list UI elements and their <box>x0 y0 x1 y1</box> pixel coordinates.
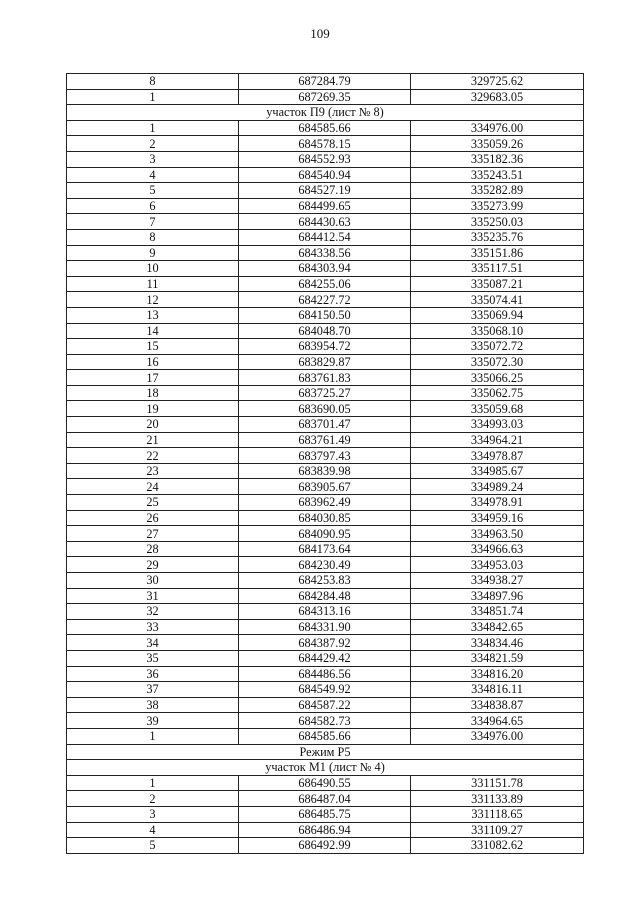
x-coordinate-cell: 687269.35 <box>239 89 411 105</box>
point-number-cell: 8 <box>67 229 239 245</box>
x-coordinate-cell: 684499.65 <box>239 198 411 214</box>
table-row <box>67 448 584 464</box>
y-coordinate-cell: 334842.65 <box>411 619 584 635</box>
point-number-cell: 16 <box>67 354 239 370</box>
table-row <box>67 136 584 152</box>
point-number-cell: 29 <box>67 557 239 573</box>
y-coordinate-cell: 334959.16 <box>411 510 584 526</box>
point-number-cell: 15 <box>67 339 239 355</box>
y-coordinate-cell: 334964.21 <box>411 432 584 448</box>
y-coordinate-cell: 334838.87 <box>411 697 584 713</box>
table-row <box>67 682 584 698</box>
point-number-cell: 24 <box>67 479 239 495</box>
y-coordinate-cell: 334978.87 <box>411 448 584 464</box>
table-row <box>67 198 584 214</box>
point-number-cell: 5 <box>67 838 239 854</box>
y-coordinate-cell: 335250.03 <box>411 214 584 230</box>
point-number-cell: 2 <box>67 136 239 152</box>
table-row <box>67 697 584 713</box>
table-row <box>67 276 584 292</box>
y-coordinate-cell: 334976.00 <box>411 728 584 744</box>
y-coordinate-cell: 334897.96 <box>411 588 584 604</box>
x-coordinate-cell: 683962.49 <box>239 495 411 511</box>
section-header-row <box>67 105 584 121</box>
table-row <box>67 151 584 167</box>
table-row <box>67 635 584 651</box>
x-coordinate-cell: 683701.47 <box>239 417 411 433</box>
table-row <box>67 385 584 401</box>
table-row <box>67 354 584 370</box>
point-number-cell: 7 <box>67 214 239 230</box>
x-coordinate-cell: 684313.16 <box>239 604 411 620</box>
point-number-cell: 39 <box>67 713 239 729</box>
point-number-cell: 1 <box>67 775 239 791</box>
table-row <box>67 167 584 183</box>
table-row <box>67 292 584 308</box>
table-row <box>67 775 584 791</box>
y-coordinate-cell: 335087.21 <box>411 276 584 292</box>
point-number-cell: 10 <box>67 261 239 277</box>
point-number-cell: 18 <box>67 385 239 401</box>
point-number-cell: 34 <box>67 635 239 651</box>
point-number-cell: 38 <box>67 697 239 713</box>
point-number-cell: 37 <box>67 682 239 698</box>
table-row <box>67 495 584 511</box>
point-number-cell: 8 <box>67 74 239 90</box>
table-row <box>67 463 584 479</box>
x-coordinate-cell: 684227.72 <box>239 292 411 308</box>
y-coordinate-cell: 334964.65 <box>411 713 584 729</box>
table-row <box>67 728 584 744</box>
point-number-cell: 20 <box>67 417 239 433</box>
y-coordinate-cell: 334938.27 <box>411 573 584 589</box>
point-number-cell: 36 <box>67 666 239 682</box>
point-number-cell: 33 <box>67 619 239 635</box>
table-row <box>67 541 584 557</box>
y-coordinate-cell: 335282.89 <box>411 183 584 199</box>
x-coordinate-cell: 683761.83 <box>239 370 411 386</box>
y-coordinate-cell: 331151.78 <box>411 775 584 791</box>
table-row <box>67 526 584 542</box>
point-number-cell: 13 <box>67 307 239 323</box>
y-coordinate-cell: 334963.50 <box>411 526 584 542</box>
point-number-cell: 23 <box>67 463 239 479</box>
x-coordinate-cell: 684549.92 <box>239 682 411 698</box>
table-row <box>67 370 584 386</box>
x-coordinate-cell: 684540.94 <box>239 167 411 183</box>
y-coordinate-cell: 334816.20 <box>411 666 584 682</box>
x-coordinate-cell: 684090.95 <box>239 526 411 542</box>
point-number-cell: 4 <box>67 822 239 838</box>
x-coordinate-cell: 684585.66 <box>239 728 411 744</box>
point-number-cell: 32 <box>67 604 239 620</box>
point-number-cell: 1 <box>67 120 239 136</box>
coordinates-table-body <box>67 74 584 854</box>
x-coordinate-cell: 684552.93 <box>239 151 411 167</box>
point-number-cell: 17 <box>67 370 239 386</box>
x-coordinate-cell: 686485.75 <box>239 806 411 822</box>
y-coordinate-cell: 335072.72 <box>411 339 584 355</box>
table-row <box>67 401 584 417</box>
y-coordinate-cell: 335072.30 <box>411 354 584 370</box>
table-row <box>67 229 584 245</box>
table-row <box>67 74 584 90</box>
x-coordinate-cell: 684173.64 <box>239 541 411 557</box>
section-header-row <box>67 744 584 760</box>
point-number-cell: 12 <box>67 292 239 308</box>
table-row <box>67 619 584 635</box>
table-row <box>67 838 584 854</box>
table-row <box>67 214 584 230</box>
point-number-cell: 22 <box>67 448 239 464</box>
point-number-cell: 3 <box>67 151 239 167</box>
table-row <box>67 510 584 526</box>
x-coordinate-cell: 683905.67 <box>239 479 411 495</box>
y-coordinate-cell: 329725.62 <box>411 74 584 90</box>
table-row <box>67 89 584 105</box>
point-number-cell: 27 <box>67 526 239 542</box>
y-coordinate-cell: 335069.94 <box>411 307 584 323</box>
x-coordinate-cell: 684338.56 <box>239 245 411 261</box>
x-coordinate-cell: 683725.27 <box>239 385 411 401</box>
table-row <box>67 417 584 433</box>
table-row <box>67 183 584 199</box>
x-coordinate-cell: 684030.85 <box>239 510 411 526</box>
table-row <box>67 588 584 604</box>
x-coordinate-cell: 684582.73 <box>239 713 411 729</box>
table-row <box>67 573 584 589</box>
table-row <box>67 666 584 682</box>
point-number-cell: 3 <box>67 806 239 822</box>
point-number-cell: 35 <box>67 650 239 666</box>
table-row <box>67 261 584 277</box>
point-number-cell: 5 <box>67 183 239 199</box>
x-coordinate-cell: 683690.05 <box>239 401 411 417</box>
x-coordinate-cell: 684587.22 <box>239 697 411 713</box>
y-coordinate-cell: 334978.91 <box>411 495 584 511</box>
table-row <box>67 650 584 666</box>
point-number-cell: 21 <box>67 432 239 448</box>
y-coordinate-cell: 335117.51 <box>411 261 584 277</box>
x-coordinate-cell: 684578.15 <box>239 136 411 152</box>
y-coordinate-cell: 334816.11 <box>411 682 584 698</box>
point-number-cell: 11 <box>67 276 239 292</box>
y-coordinate-cell: 329683.05 <box>411 89 584 105</box>
y-coordinate-cell: 331109.27 <box>411 822 584 838</box>
x-coordinate-cell: 687284.79 <box>239 74 411 90</box>
x-coordinate-cell: 683797.43 <box>239 448 411 464</box>
coordinates-table <box>66 73 584 854</box>
y-coordinate-cell: 331082.62 <box>411 838 584 854</box>
x-coordinate-cell: 684048.70 <box>239 323 411 339</box>
x-coordinate-cell: 684430.63 <box>239 214 411 230</box>
table-row <box>67 339 584 355</box>
y-coordinate-cell: 331133.89 <box>411 791 584 807</box>
x-coordinate-cell: 683839.98 <box>239 463 411 479</box>
table-row <box>67 713 584 729</box>
point-number-cell: 1 <box>67 89 239 105</box>
point-number-cell: 31 <box>67 588 239 604</box>
x-coordinate-cell: 683829.87 <box>239 354 411 370</box>
point-number-cell: 26 <box>67 510 239 526</box>
x-coordinate-cell: 683761.49 <box>239 432 411 448</box>
x-coordinate-cell: 686486.94 <box>239 822 411 838</box>
section-header-cell: участок П9 (лист № 8) <box>67 105 584 121</box>
point-number-cell: 28 <box>67 541 239 557</box>
x-coordinate-cell: 686490.55 <box>239 775 411 791</box>
table-row <box>67 323 584 339</box>
y-coordinate-cell: 335059.68 <box>411 401 584 417</box>
x-coordinate-cell: 684331.90 <box>239 619 411 635</box>
y-coordinate-cell: 331118.65 <box>411 806 584 822</box>
section-header-cell: Режим Р5 <box>67 744 584 760</box>
point-number-cell: 25 <box>67 495 239 511</box>
y-coordinate-cell: 334953.03 <box>411 557 584 573</box>
y-coordinate-cell: 335243.51 <box>411 167 584 183</box>
y-coordinate-cell: 334966.63 <box>411 541 584 557</box>
point-number-cell: 19 <box>67 401 239 417</box>
table-row <box>67 307 584 323</box>
page-number: 109 <box>310 26 330 41</box>
x-coordinate-cell: 684527.19 <box>239 183 411 199</box>
x-coordinate-cell: 684585.66 <box>239 120 411 136</box>
y-coordinate-cell: 335062.75 <box>411 385 584 401</box>
x-coordinate-cell: 684303.94 <box>239 261 411 277</box>
point-number-cell: 9 <box>67 245 239 261</box>
x-coordinate-cell: 684429.42 <box>239 650 411 666</box>
x-coordinate-cell: 684253.83 <box>239 573 411 589</box>
x-coordinate-cell: 684387.92 <box>239 635 411 651</box>
point-number-cell: 30 <box>67 573 239 589</box>
point-number-cell: 4 <box>67 167 239 183</box>
table-row <box>67 822 584 838</box>
section-header-cell: участок М1 (лист № 4) <box>67 760 584 776</box>
point-number-cell: 2 <box>67 791 239 807</box>
y-coordinate-cell: 335151.86 <box>411 245 584 261</box>
y-coordinate-cell: 335235.76 <box>411 229 584 245</box>
x-coordinate-cell: 686487.04 <box>239 791 411 807</box>
x-coordinate-cell: 686492.99 <box>239 838 411 854</box>
x-coordinate-cell: 683954.72 <box>239 339 411 355</box>
table-row <box>67 245 584 261</box>
table-row <box>67 557 584 573</box>
x-coordinate-cell: 684486.56 <box>239 666 411 682</box>
table-row <box>67 806 584 822</box>
point-number-cell: 14 <box>67 323 239 339</box>
x-coordinate-cell: 684284.48 <box>239 588 411 604</box>
point-number-cell: 6 <box>67 198 239 214</box>
table-row <box>67 791 584 807</box>
table-row <box>67 120 584 136</box>
y-coordinate-cell: 335074.41 <box>411 292 584 308</box>
x-coordinate-cell: 684230.49 <box>239 557 411 573</box>
y-coordinate-cell: 334834.46 <box>411 635 584 651</box>
y-coordinate-cell: 334985.67 <box>411 463 584 479</box>
point-number-cell: 1 <box>67 728 239 744</box>
table-row <box>67 604 584 620</box>
y-coordinate-cell: 334821.59 <box>411 650 584 666</box>
y-coordinate-cell: 335273.99 <box>411 198 584 214</box>
y-coordinate-cell: 335066.25 <box>411 370 584 386</box>
x-coordinate-cell: 684150.50 <box>239 307 411 323</box>
y-coordinate-cell: 334989.24 <box>411 479 584 495</box>
y-coordinate-cell: 334993.03 <box>411 417 584 433</box>
table-row <box>67 479 584 495</box>
y-coordinate-cell: 334851.74 <box>411 604 584 620</box>
table-row <box>67 432 584 448</box>
y-coordinate-cell: 334976.00 <box>411 120 584 136</box>
x-coordinate-cell: 684255.06 <box>239 276 411 292</box>
y-coordinate-cell: 335182.36 <box>411 151 584 167</box>
y-coordinate-cell: 335059.26 <box>411 136 584 152</box>
x-coordinate-cell: 684412.54 <box>239 229 411 245</box>
y-coordinate-cell: 335068.10 <box>411 323 584 339</box>
section-header-row <box>67 760 584 776</box>
